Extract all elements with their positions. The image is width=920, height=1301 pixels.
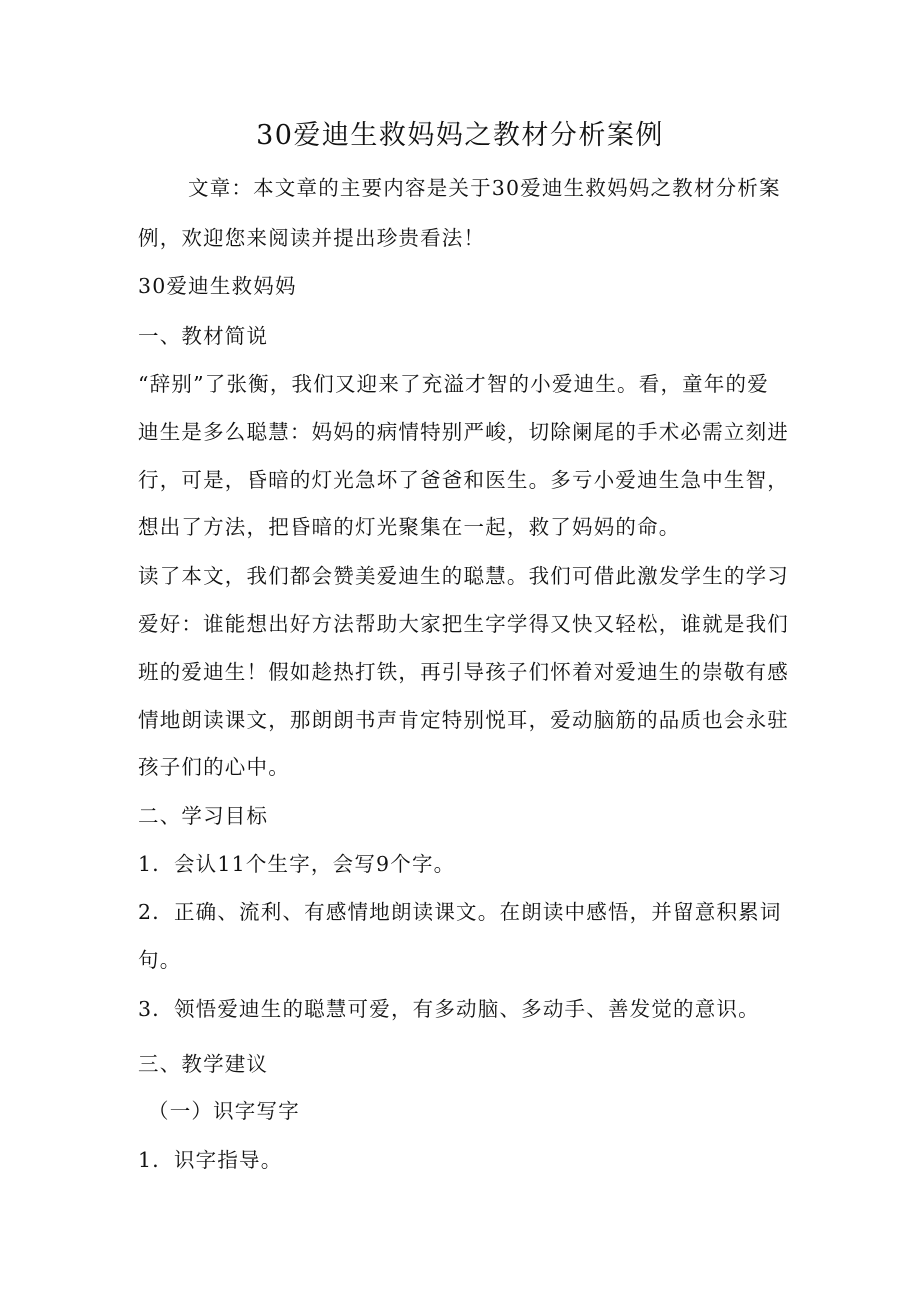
section-1-para-1-line-1: “辞别”了张衡，我们又迎来了充溢才智的小爱迪生。看，童年的爱: [138, 372, 769, 396]
goal-2-line-1: 2．正确、流利、有感情地朗读课文。在朗读中感悟，并留意积累词: [138, 900, 782, 924]
section-1-para-1-line-3: 行，可是，昏暗的灯光急坏了爸爸和医生。多亏小爱迪生急中生智，: [138, 468, 789, 492]
section-3-subheading: （一）识字写字: [148, 1099, 300, 1123]
intro-line-1: 文章：本文章的主要内容是关于30爱迪生救妈妈之教材分析案: [188, 176, 781, 200]
section-3-item-1: 1．识字指导。: [138, 1148, 283, 1172]
section-1-para-2-line-2: 爱好：谁能想出好方法帮助大家把生字学得又快又轻松，谁就是我们: [138, 612, 789, 636]
section-1-para-2-line-1: 读了本文，我们都会赞美爱迪生的聪慧。我们可借此激发学生的学习: [138, 564, 789, 588]
goal-1: 1．会认11个生字，会写9个字。: [138, 852, 456, 876]
goal-3: 3．领悟爱迪生的聪慧可爱，有多动脑、多动手、善发觉的意识。: [138, 997, 760, 1021]
section-1-para-2-line-3: 班的爱迪生！假如趁热打铁，再引导孩子们怀着对爱迪生的崇敬有感: [138, 660, 789, 684]
section-1-para-2-line-4: 情地朗读课文，那朗朗书声肯定特别悦耳，爱动脑筋的品质也会永驻: [138, 708, 789, 732]
section-3-heading: 三、教学建议: [138, 1052, 269, 1076]
section-1-para-1-line-2: 迪生是多么聪慧：妈妈的病情特别严峻，切除阑尾的手术必需立刻进: [138, 420, 789, 444]
section-1-heading: 一、教材简说: [138, 324, 269, 348]
intro-line-2: 例，欢迎您来阅读并提出珍贵看法！: [138, 226, 486, 250]
goal-2-line-2: 句。: [138, 948, 182, 972]
document-title: 30爱迪生救妈妈之教材分析案例: [256, 120, 664, 151]
lesson-title: 30爱迪生救妈妈: [138, 274, 297, 298]
section-1-para-1-line-4: 想出了方法，把昏暗的灯光聚集在一起，救了妈妈的命。: [138, 515, 681, 539]
section-1-para-2-line-5: 孩子们的心中。: [138, 755, 290, 779]
section-2-heading: 二、学习目标: [138, 804, 269, 828]
